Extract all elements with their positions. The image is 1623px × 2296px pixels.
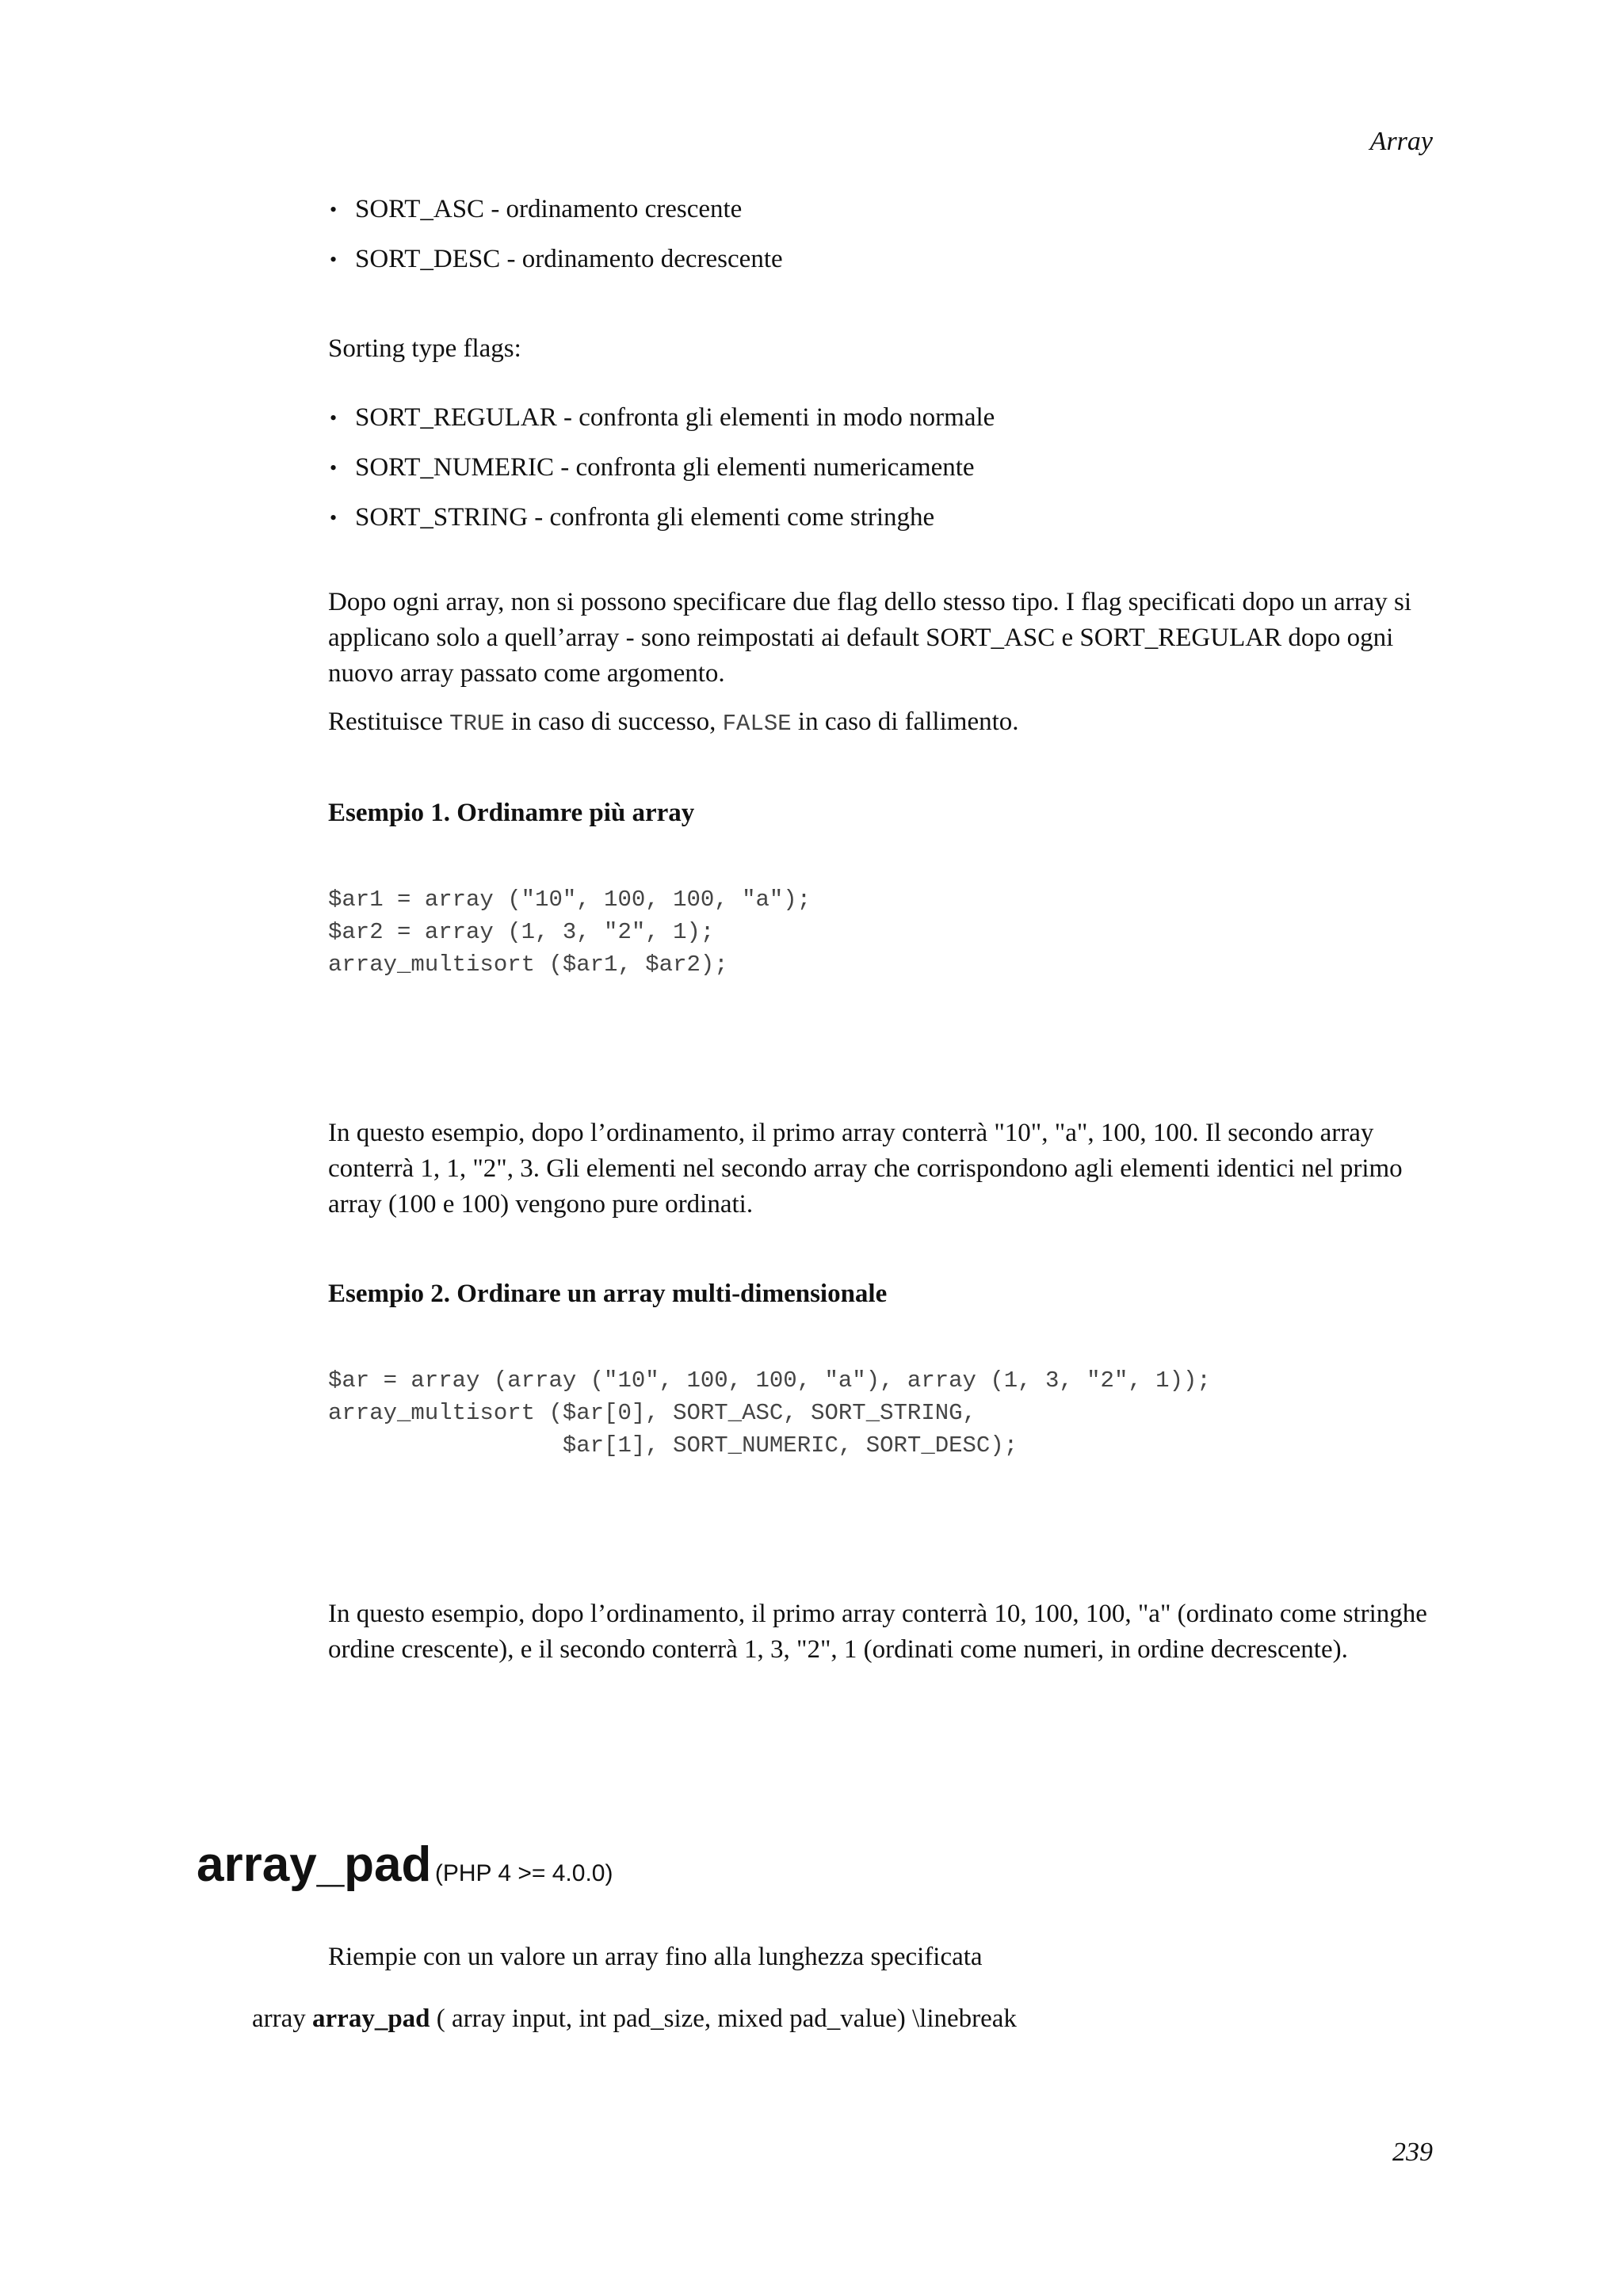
page-number: 239 <box>1392 2138 1433 2167</box>
example-1-explanation: In questo esempio, dopo l’ordinamento, il primo array conterrà "10", "a", 100, 100. Il secondo array conterrà 1, 1, "2", 3. Gli elementi nel secondo array che corrispondono agli elementi identici nel primo array (100 e 100) vengono pure ordinati. <box>328 1119 1403 1219</box>
function-purpose: Riempie con un valore un array fino alla lunghezza specificata <box>328 1943 983 1971</box>
list-item: • SORT_STRING - confronta gli elementi come stringhe <box>328 500 1438 536</box>
function-name-heading: array_pad <box>197 1837 432 1892</box>
example-2-code: $ar = array (array ("10", 100, 100, "a"), array (1, 3, "2", 1)); array_multisort ($ar[0], SORT_ASC, SORT_STRING, $ar[1], SORT_NUMERIC, SORT_DESC); <box>328 1367 1211 1459</box>
order-flags-list <box>328 192 1438 277</box>
sorting-type-intro: Sorting type flags: <box>328 334 521 363</box>
flags-rule-paragraph: Dopo ogni array, non si possono specificare due flag dello stesso tipo. I flag specificati dopo un array si applicano solo a quell’array - sono reimpostati ai default SORT_ASC e SORT_REGULAR dopo ogni nuovo array passato come argomento. <box>328 588 1412 688</box>
return-value-paragraph: Restituisce TRUE in caso di successo, FALSE in caso di fallimento. <box>328 707 1019 737</box>
example-1-code: $ar1 = array ("10", 100, 100, "a"); $ar2 = array (1, 3, "2", 1); array_multisort ($ar1, $ar2); <box>328 887 812 978</box>
function-synopsis: array array_pad ( array input, int pad_size, mixed pad_value) \linebreak <box>252 2004 1017 2033</box>
example-1-title: Esempio 1. Ordinamre più array <box>328 799 695 827</box>
bullet-icon: • <box>330 406 338 429</box>
section-heading <box>197 1836 613 1893</box>
bullet-icon: • <box>330 248 338 271</box>
bullet-icon: • <box>330 198 338 221</box>
list-item: • SORT_NUMERIC - confronta gli elementi numericamente <box>328 450 1438 486</box>
example-2-explanation: In questo esempio, dopo l’ordinamento, il primo array conterrà 10, 100, 100, "a" (ordinato come stringhe ordine crescente), e il secondo conterrà 1, 3, "2", 1 (ordinati come numeri, in ordine decrescente). <box>328 1600 1427 1664</box>
list-item: • SORT_REGULAR - confronta gli elementi in modo normale <box>328 400 1438 436</box>
true-constant: TRUE <box>449 711 505 737</box>
list-item: • SORT_ASC - ordinamento crescente <box>328 192 1438 227</box>
list-item: • SORT_DESC - ordinamento decrescente <box>328 242 1438 277</box>
bullet-icon: • <box>330 456 338 479</box>
example-2-title: Esempio 2. Ordinare un array multi-dimensionale <box>328 1280 888 1308</box>
synopsis-function-name: array_pad <box>312 2004 430 2033</box>
running-header-title: Array <box>1369 127 1433 156</box>
bullet-icon: • <box>330 506 338 529</box>
main-content <box>328 192 1438 1668</box>
false-constant: FALSE <box>722 711 792 737</box>
version-note: (PHP 4 >= 4.0.0) <box>434 1860 613 1886</box>
type-flags-list <box>328 400 1438 536</box>
